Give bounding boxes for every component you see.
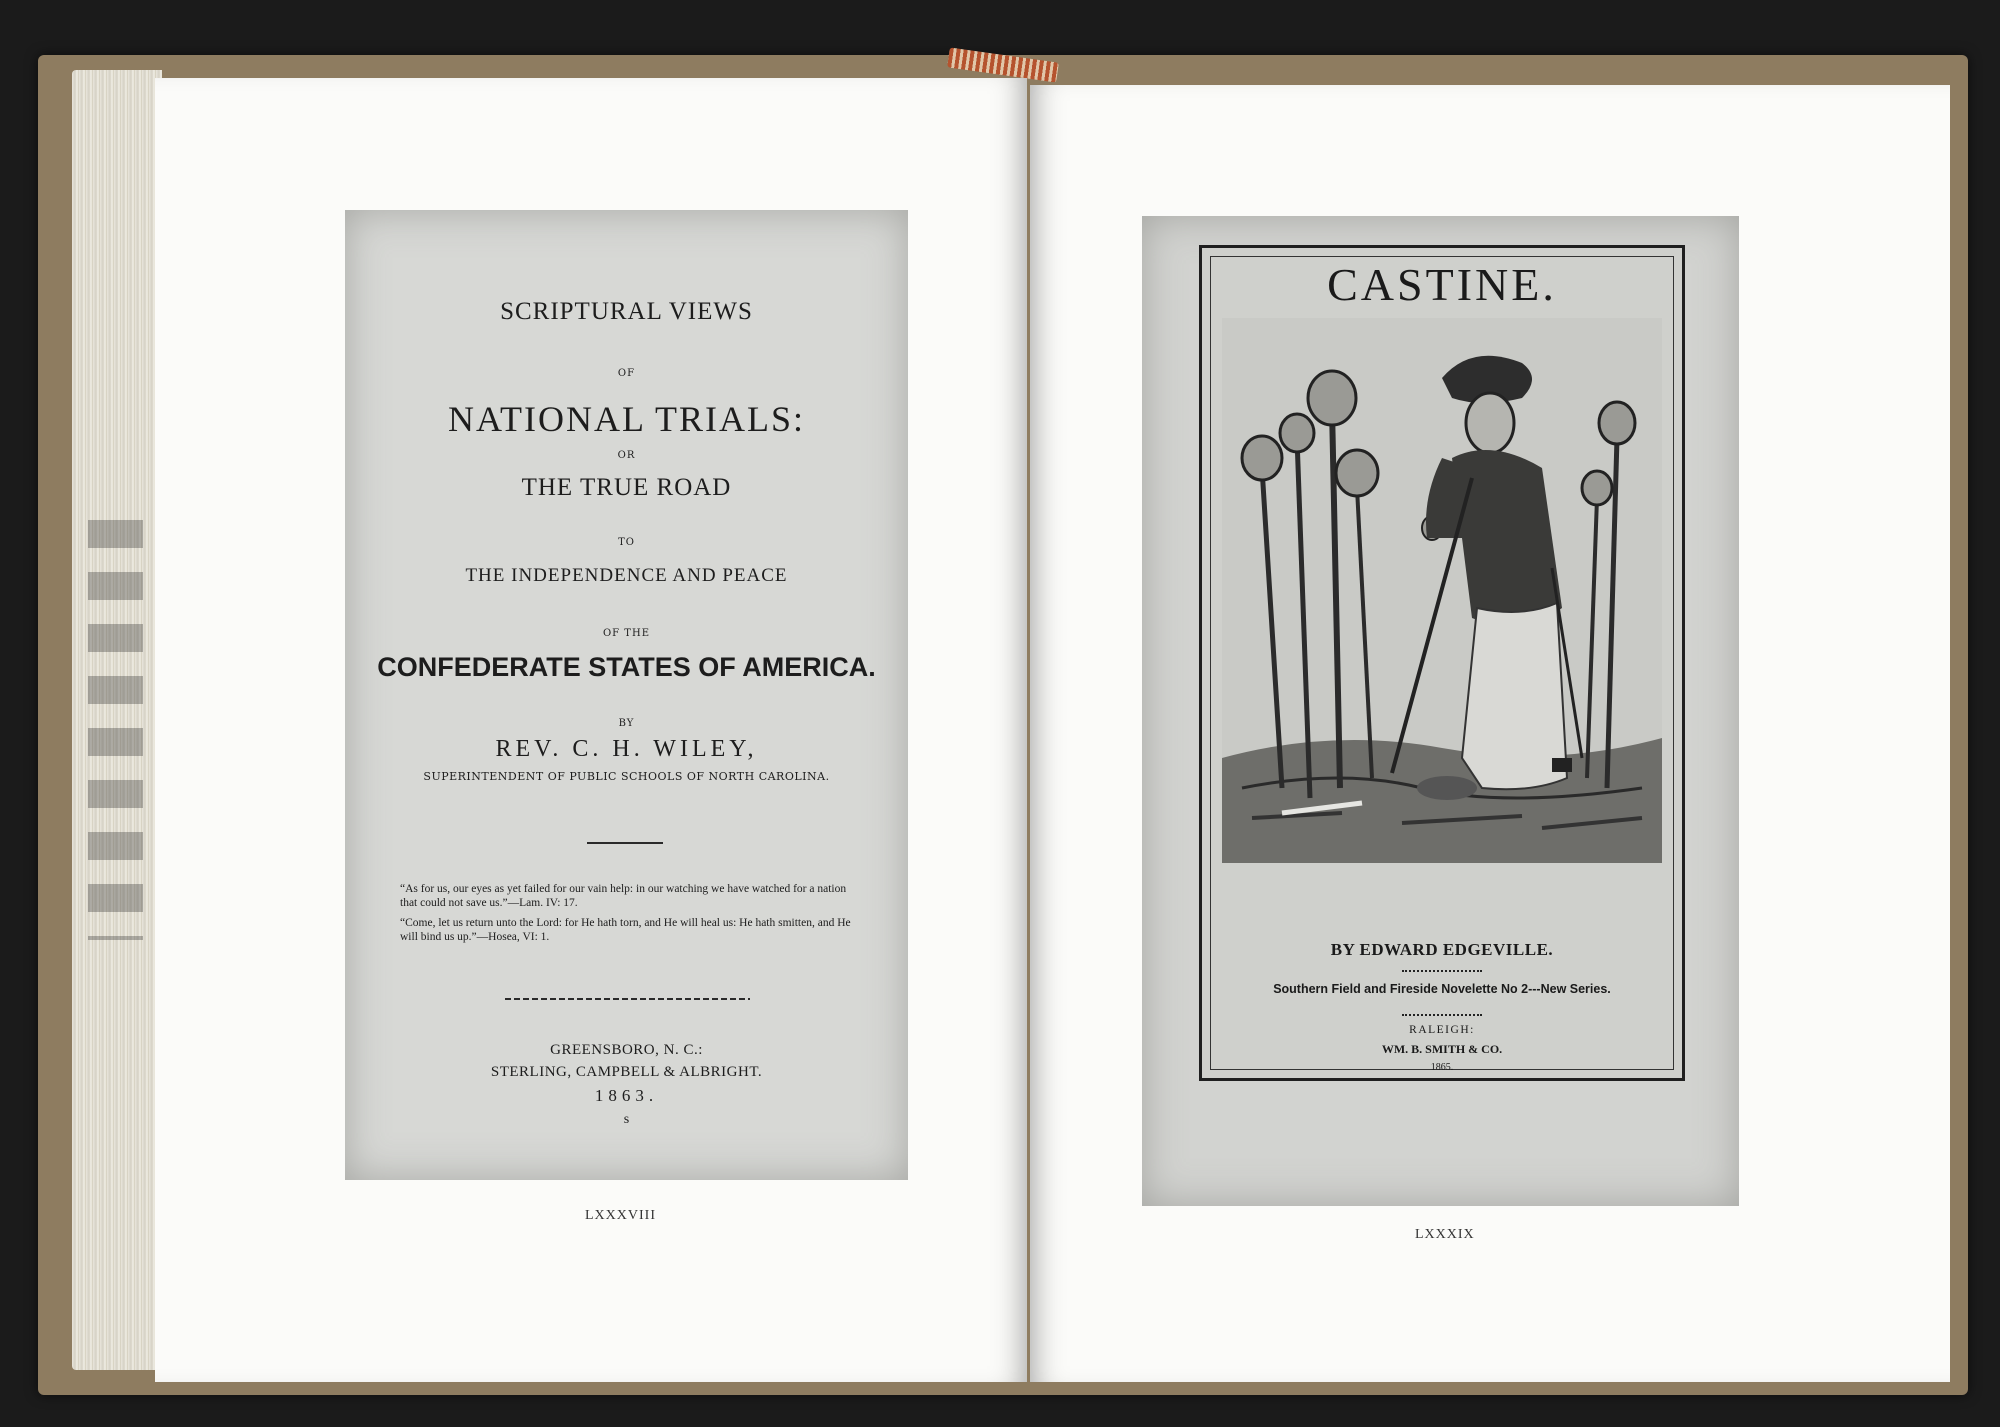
epigraph-hosea: “Come, let us return unto the Lord: for He hath torn, and He will heal us: He hath smitten, and He will bind us up.”—Hosea, VI: 1.: [400, 917, 851, 943]
ornament-rule-dotted: [505, 998, 750, 1000]
cover-rule: [1402, 970, 1482, 972]
folio-left: LXXXVIII: [585, 1208, 656, 1223]
imprint-publisher: STERLING, CAMPBELL & ALBRIGHT.: [490, 1064, 763, 1080]
title-line-by: BY: [618, 718, 635, 729]
printer-mark: s: [623, 1112, 630, 1127]
title-line-independence: THE INDEPENDENCE AND PEACE: [465, 565, 788, 586]
engraving-illustration: [1222, 318, 1662, 863]
cover-title: CASTINE.: [1327, 259, 1557, 310]
cover-byline: BY EDWARD EDGEVILLE.: [1330, 940, 1554, 959]
folio-right: LXXXIX: [1415, 1227, 1475, 1242]
author-title: SUPERINTENDENT OF PUBLIC SCHOOLS OF NORTH CAROLINA.: [423, 770, 830, 783]
title-line-true-road: THE TRUE ROAD: [521, 474, 732, 501]
cover-year: 1865.: [1430, 1062, 1454, 1073]
cover-publisher: WM. B. SMITH & CO.: [1381, 1042, 1503, 1056]
imprint-year: 1863.: [594, 1086, 659, 1105]
author-name: REV. C. H. WILEY,: [495, 736, 758, 762]
ornament-rule: [587, 842, 663, 844]
title-line-of: OF: [617, 368, 636, 379]
title-page-plate: [345, 210, 908, 1180]
title-line-national-trials: NATIONAL TRIALS:: [448, 399, 805, 439]
right-page: [1030, 85, 1950, 1382]
left-page: [155, 78, 1027, 1382]
epigraph-lamentations: “As for us, our eyes as yet failed for our vain help: in our watching we have watched for a nation that could not save us.”—Lam. IV: 17.: [400, 883, 847, 909]
title-line-to: TO: [618, 537, 635, 548]
imprint-city: GREENSBORO, N. C.:: [550, 1042, 703, 1058]
title-line-confederate-states: CONFEDERATE STATES OF AMERICA.: [377, 652, 876, 682]
cover-rule: [1402, 1014, 1482, 1016]
cover-plate: [1142, 216, 1739, 1206]
title-line-of-the: OF THE: [602, 628, 650, 639]
cover-frame: [1199, 245, 1685, 1081]
edge-stamp: [88, 520, 143, 940]
title-line-scriptural-views: SCRIPTURAL VIEWS: [500, 298, 753, 325]
cover-series: Southern Field and Fireside Novelette No 2---New Series.: [1273, 982, 1611, 996]
cover-city: RALEIGH:: [1409, 1024, 1475, 1036]
title-line-or: OR: [617, 450, 636, 461]
